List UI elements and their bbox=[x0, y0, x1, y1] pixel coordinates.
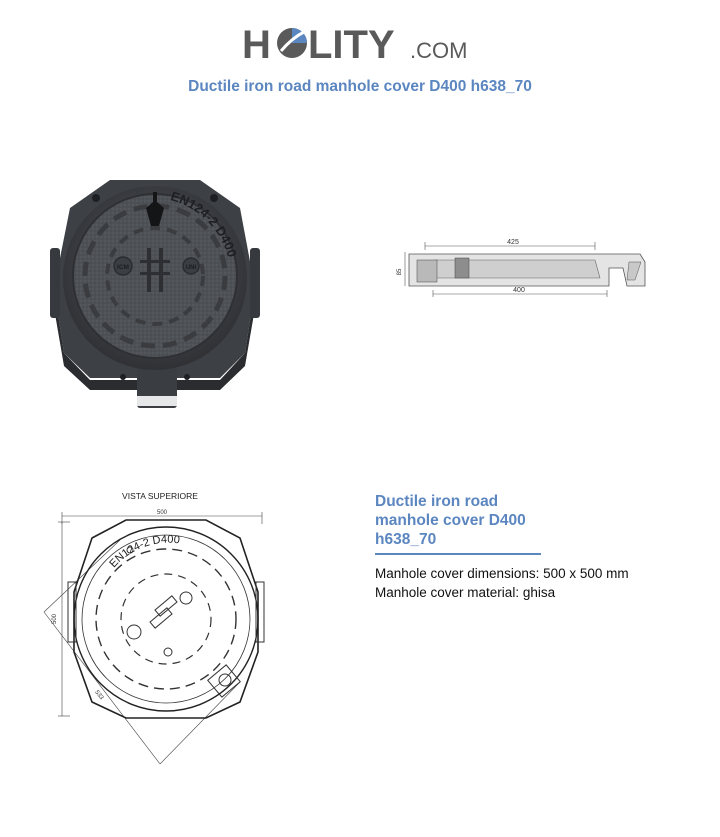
top-dim-height: 500 bbox=[52, 613, 58, 625]
dim-bottom-label: 400 bbox=[513, 287, 525, 294]
spec-dimensions: Manhole cover dimensions: 500 x 500 mm bbox=[375, 566, 629, 581]
logo-globe-icon bbox=[277, 28, 307, 58]
spec-material: Manhole cover material: ghisa bbox=[375, 585, 556, 600]
info-title-line-3: h638_70 bbox=[375, 531, 437, 548]
svg-text:EN124-2 D400 bbox=[107, 534, 180, 570]
manhole-cover-photo bbox=[40, 168, 270, 413]
logo-word-lity: LITY bbox=[308, 23, 395, 67]
page-title: Ductile iron road manhole cover D400 h638_70 bbox=[188, 78, 532, 95]
logo-letter-h: H bbox=[242, 23, 271, 67]
top-dim-diagonal: 533 bbox=[93, 689, 105, 702]
top-view-label: VISTA SUPERIORE bbox=[122, 491, 198, 501]
top-view-drawing bbox=[40, 502, 312, 772]
title-divider bbox=[375, 553, 541, 555]
top-dim-width: 500 bbox=[156, 510, 168, 516]
info-title-line-2: manhole cover D400 bbox=[375, 512, 526, 529]
product-info-title bbox=[375, 492, 575, 549]
info-title-line-1: Ductile iron road bbox=[375, 493, 499, 510]
icm-badge: ICM bbox=[117, 264, 129, 271]
uni-badge: UNI bbox=[185, 265, 197, 271]
section-drawing bbox=[395, 234, 650, 300]
dim-top-label: 425 bbox=[507, 239, 519, 246]
dim-height-label: 85 bbox=[397, 268, 403, 276]
top-view-marking: EN124-2 D400 bbox=[107, 533, 181, 571]
logo-word-com: .COM bbox=[410, 38, 468, 63]
holity-logo[interactable] bbox=[238, 18, 488, 68]
cover-marking: EN124-2 D400 bbox=[169, 188, 240, 259]
